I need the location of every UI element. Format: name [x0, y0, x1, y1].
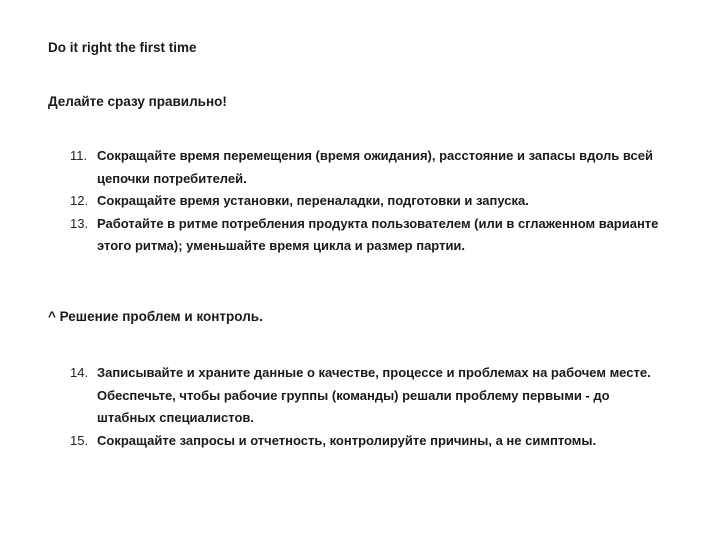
list-item-number: 11. [70, 148, 88, 163]
list-item [70, 190, 670, 213]
list-item [70, 145, 670, 190]
list-item-text: Сокращайте время перемещения (время ожидания), расстояние и запасы вдоль всей цепочки потребителей. [97, 148, 653, 186]
title-english: Do it right the first time [48, 40, 197, 55]
list-item [70, 430, 670, 453]
list-item-number: 15. [70, 432, 89, 448]
section-heading: ^ Решение проблем и контроль. [48, 309, 263, 324]
list-item-number: 12. [70, 193, 89, 208]
list-item-text: Сокращайте время установки, переналадки, подготовки и запуска. [97, 193, 529, 208]
numbered-list-2 [70, 362, 670, 452]
list-item [70, 362, 670, 430]
list-item [70, 213, 670, 258]
numbered-list-1 [70, 145, 670, 258]
list-item-number: 14. [70, 365, 89, 380]
list-item-text: Записывайте и храните данные о качестве, процессе и проблемах на рабочем месте. Обеспечьте, чтобы рабочие группы (команды) решали проблему первыми - до штабных специалистов. [97, 365, 651, 425]
list-item-number: 13. [70, 215, 89, 231]
title-russian: Делайте сразу правильно! [48, 94, 227, 109]
list-item-text: Сокращайте запросы и отчетность, контролируйте причины, а не симптомы. [97, 432, 597, 448]
list-item-text: Работайте в ритме потребления продукта пользователем (или в сглаженном варианте этого ритма); уменьшайте время цикла и размер партии. [97, 215, 659, 253]
